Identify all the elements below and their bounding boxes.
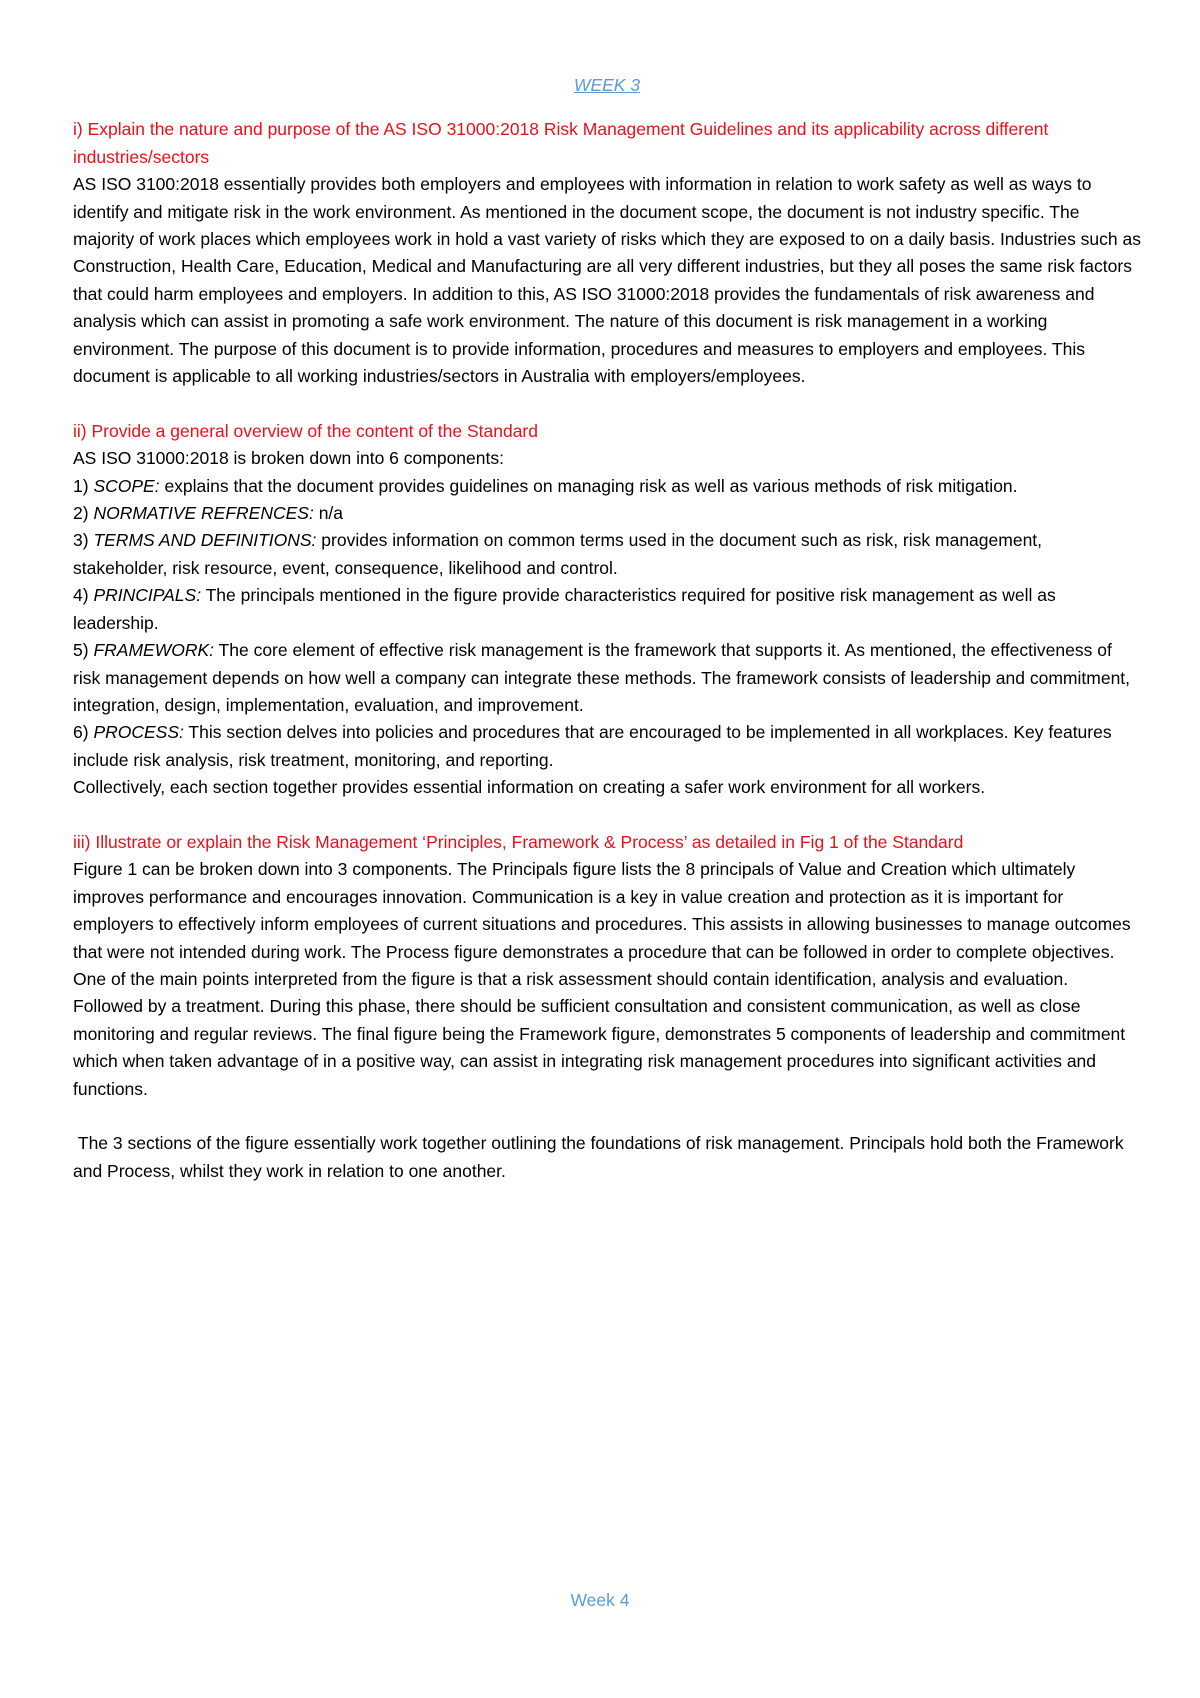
section-2-intro: AS ISO 31000:2018 is broken down into 6 components: [73, 448, 504, 469]
item-text: The principals mentioned in the figure provide characteristics required for positive risk management as well as leadership. [73, 585, 1056, 633]
component-item-4 [73, 582, 1141, 637]
page-title: WEEK 3 [573, 75, 641, 95]
spacer [73, 390, 1141, 417]
section-2-heading: ii) Provide a general overview of the content of the Standard [73, 420, 538, 441]
item-label: TERMS AND DEFINITIONS: [93, 530, 317, 551]
item-number: 6) [73, 722, 94, 743]
spacer [73, 802, 1141, 829]
item-number: 1) [73, 475, 94, 496]
section-3-closing: The 3 sections of the figure essentially work together outlining the foundations of risk management. Principals hold both the Framework and Process, whilst they work in relation to one another. [73, 1133, 1129, 1181]
item-text: n/a [313, 503, 344, 524]
component-item-6 [73, 719, 1141, 774]
spacer [73, 1103, 1141, 1130]
item-number: 4) [73, 585, 94, 606]
item-number: 2) [73, 503, 94, 524]
item-text: provides information on common terms used in the document such as risk, risk management, stakeholder, risk resource, event, consequence, likelihood and control. [73, 530, 1043, 578]
item-text: explains that the document provides guidelines on managing risk as well as various methods of risk mitigation. [159, 475, 1018, 496]
item-text: The core element of effective risk management is the framework that supports it. As mentioned, the effectiveness of risk management depends on how well a company can integrate these methods. The framework consists of leadership and commitment, integration, design, implementation, evaluation, and improvement. [73, 640, 1131, 715]
next-week-title: Week 4 [570, 1590, 630, 1610]
component-item-5 [73, 637, 1141, 719]
item-text: This section delves into policies and procedures that are encouraged to be implemented in all workplaces. Key features include risk analysis, risk treatment, monitoring, and reporting. [73, 722, 1112, 770]
document-content [73, 72, 1141, 1185]
section-2-closing: Collectively, each section together provides essential information on creating a safer work environment for all workers. [73, 777, 986, 798]
component-item-2 [73, 500, 1141, 527]
item-number: 3) [73, 530, 94, 551]
section-3-body: Figure 1 can be broken down into 3 components. The Principals figure lists the 8 principals of Value and Creation which ultimately improves performance and encourages innovation. Communication is a key in value creation and protection as it is important for employers to effectively inform employees of current situations and procedures. This assists in allowing businesses to manage outcomes that were not intended during work. The Process figure demonstrates a procedure that can be followed in order to complete objectives. One of the main points interpreted from the figure is that a risk assessment should contain identification, analysis and evaluation. Followed by a treatment. During this phase, there should be sufficient consultation and consistent communication, as well as close monitoring and regular reviews. The final figure being the Framework figure, demonstrates 5 components of leadership and commitment which when taken advantage of in a positive way, can assist in integrating risk management procedures into significant activities and functions. [73, 859, 1131, 1099]
item-number: 5) [73, 640, 94, 661]
item-label: NORMATIVE REFRENCES: [93, 503, 314, 524]
section-1-heading: i) Explain the nature and purpose of the AS ISO 31000:2018 Risk Management Guidelines and its applicability across different industries/sectors [73, 119, 1049, 167]
item-label: FRAMEWORK: [93, 640, 214, 661]
section-3-heading: iii) Illustrate or explain the Risk Management ‘Principles, Framework & Process’ as detailed in Fig 1 of the Standard [73, 831, 964, 852]
component-item-1 [73, 473, 1141, 500]
item-label: PROCESS: [93, 722, 184, 743]
section-1-body: AS ISO 3100:2018 essentially provides both employers and employees with information in relation to work safety as well as ways to identify and mitigate risk in the work environment. As mentioned in the document scope, the document is not industry specific. The majority of work places which employees work in hold a vast variety of risks which they are exposed to on a daily basis. Industries such as Construction, Health Care, Education, Medical and Manufacturing are all very different industries, but they all poses the same risk factors that could harm employees and employers. In addition to this, AS ISO 31000:2018 provides the fundamentals of risk awareness and analysis which can assist in promoting a safe work environment. The nature of this document is risk management in a working environment. The purpose of this document is to provide information, procedures and measures to employers and employees. This document is applicable to all working industries/sectors in Australia with employers/employees. [73, 174, 1141, 387]
item-label: SCOPE: [93, 475, 160, 496]
item-label: PRINCIPALS: [93, 585, 202, 606]
component-item-3 [73, 527, 1141, 582]
